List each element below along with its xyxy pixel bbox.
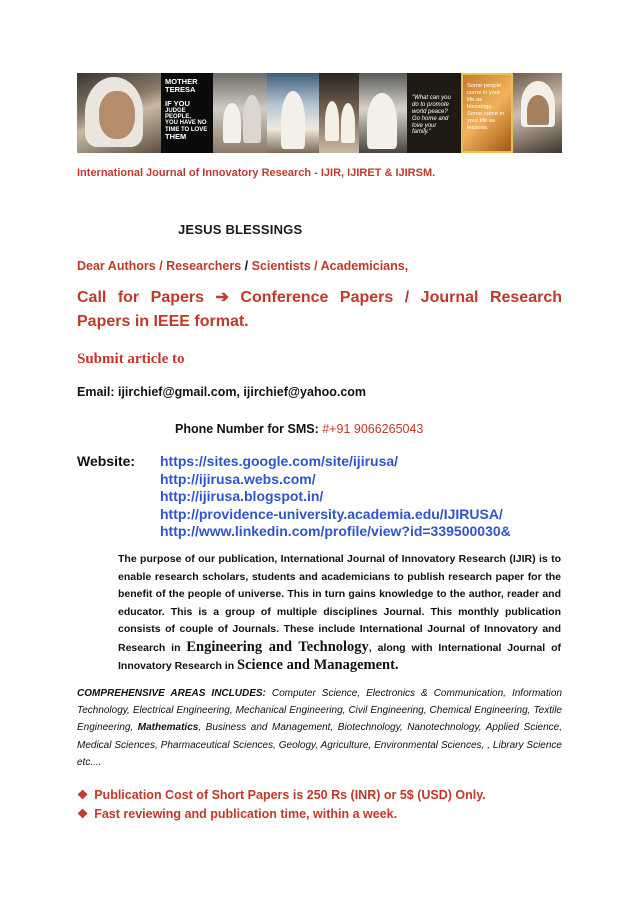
call-for-papers [77,286,562,334]
photo-pope [267,73,319,153]
salutation-part2: Scientists / Academicians, [248,259,409,273]
website-links [160,453,511,541]
bullet-text: Fast reviewing and publication time, within a week. [94,807,398,821]
areas-heading: COMPREHENSIVE AREAS INCLUDES: [77,688,266,699]
purpose-emphasis-science: Science and Management. [237,657,399,673]
email-line: Email: ijirchief@gmail.com, ijirchief@yahoo.com [77,385,367,399]
diamond-bullet-icon: ❖ [77,788,89,802]
photo-meeting [213,73,267,153]
areas-text-1: Computer Science, Electronics & Communication, Information Technology, Electrical Engineering, Mechanical Engineering, Civil Engineering, Chemical Engineering, Textile Engineering, [77,688,562,734]
areas-text-2: , Business and Management, Biotechnology, Nanotechnology, Applied Science, Medical Sciences, Pharmaceutical Sciences, Geology, Agriculture, Environmental Sciences, , Library Science etc.... [77,722,562,768]
website-link-google-sites[interactable]: https://sites.google.com/site/ijirusa/ [160,453,399,469]
phone-line [175,422,423,436]
website-label: Website: [77,453,136,469]
website-link-webs[interactable]: http://ijirusa.webs.com/ [160,470,316,487]
purpose-text-1: The purpose of our publication, International Journal of Innovatory Research (IJIR) is to enable research scholars, students and academicians to publish research paper for the benefit of the people of universe. This in turn gains knowledge to the author, reader and educator. This is a group of multiple disciplines Journal. This monthly publication consists of couple of Journals. These include International Journal of Innovatory and Research in [118,553,561,654]
quote-panel-blessings: Some people come in your life as blessings. Some come in your life as lessons. [461,73,513,153]
journal-title: International Journal of Innovatory Research - IJIR, IJIRET & IJIRSM. [77,167,436,179]
quote-panel-dark: MOTHER TERESA IF YOU JUDGE PEOPLE, YOU HAVE NO TIME TO LOVE THEM [161,73,213,153]
website-link-linkedin[interactable]: http://www.linkedin.com/profile/view?id=339500030& [160,523,511,539]
portrait-photo-right [513,73,562,153]
areas-math: Mathematics [137,722,199,734]
portrait-photo [77,73,161,153]
quote-panel-peace: "What can you do to promote world peace? Go home and love your family." [407,73,461,153]
header-banner-image [77,73,562,153]
salutation [77,259,408,273]
purpose-text-2: , along with International Journal of Innovatory Research in [118,641,561,672]
bullet-text: Publication Cost of Short Papers is 250 Rs (INR) or 5$ (USD) Only. [94,788,486,802]
diamond-bullet-icon: ❖ [77,807,89,821]
blessing-heading: JESUS BLESSINGS [178,222,303,237]
areas-paragraph [77,685,562,771]
bullet-fast-review [77,806,397,821]
salutation-part1: Dear Authors / Researchers [77,259,245,273]
photo-embrace [359,73,407,153]
purpose-emphasis-engineering: Engineering and Technology [186,638,369,655]
purpose-paragraph [118,551,561,676]
website-link-academia[interactable]: http://providence-university.academia.edu/IJIRUSA/ [160,505,503,522]
call-lead: Call for Papers [77,289,216,306]
arrow-right-icon: ➔ [215,289,229,306]
bullet-publication-cost [77,787,486,802]
salutation-slash: / [244,259,249,273]
website-link-blogspot[interactable]: http://ijirusa.blogspot.in/ [160,488,324,504]
phone-number: #+91 9066265043 [322,422,424,436]
submit-heading: Submit article to [77,351,185,367]
call-rest: Conference Papers / Journal Research Papers in IEEE format. [77,289,562,330]
photo-group [319,73,359,153]
phone-label: Phone Number for SMS: [175,422,323,436]
